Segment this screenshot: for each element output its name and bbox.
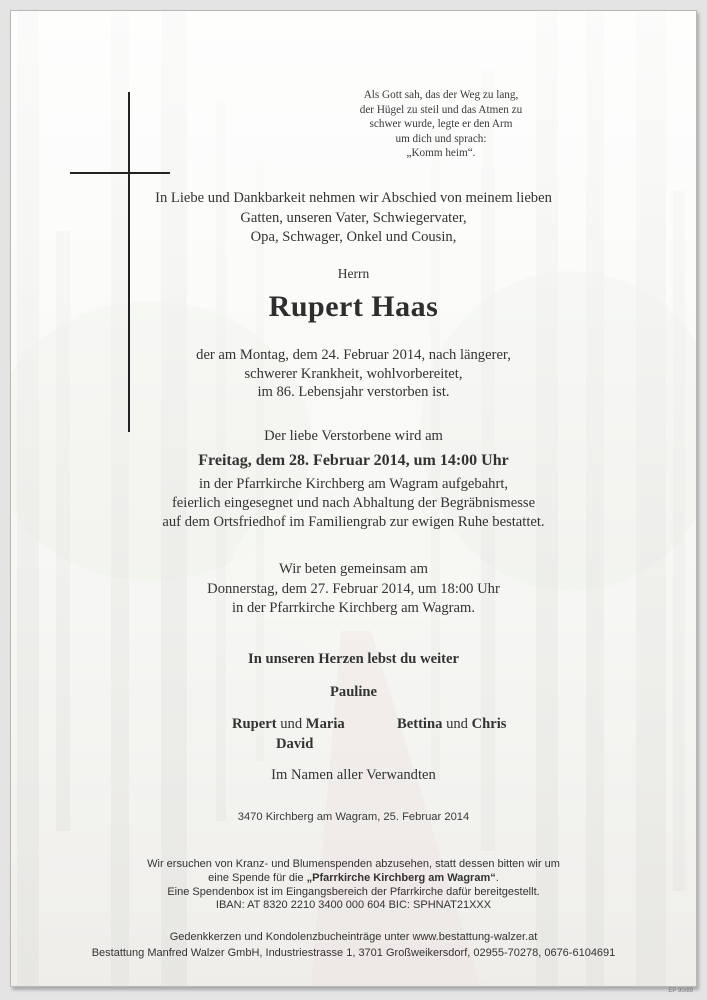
donation-text: . bbox=[495, 871, 499, 884]
poem-line: schwer wurde, legte er den Arm bbox=[369, 118, 513, 131]
death-line: im 86. Lebensjahr verstorben ist. bbox=[257, 384, 450, 400]
family-member: Maria bbox=[305, 716, 345, 732]
funeral-line: auf dem Ortsfriedhof im Familiengrab zur ewigen Ruhe bestattet. bbox=[162, 514, 545, 530]
funeral-line: feierlich eingesegnet und nach Abhaltung der Begräbnismesse bbox=[171, 495, 536, 511]
funeral-home-footer bbox=[91, 929, 616, 961]
prayer-line: Wir beten gemeinsam am bbox=[279, 561, 428, 577]
death-line: der am Montag, dem 24. Februar 2014, nach längerer, bbox=[196, 347, 511, 363]
relatives-line: Im Namen aller Verwandten bbox=[271, 767, 436, 783]
family-group-left bbox=[232, 715, 345, 754]
family-conjunction: und bbox=[446, 716, 468, 732]
print-code: EP 90/89 bbox=[668, 988, 693, 994]
bank-details: IBAN: AT 8320 2210 3400 000 604 BIC: SPHNAT21XXX bbox=[215, 899, 492, 912]
death-notice bbox=[131, 346, 576, 402]
poem-quote bbox=[341, 88, 541, 161]
family-member: Bettina bbox=[397, 716, 443, 732]
family-group-right bbox=[397, 715, 506, 735]
footer-website-line: Gedenkkerzen und Kondolenzbucheinträge unter www.bestattung-walzer.at bbox=[169, 931, 538, 943]
poem-line: „Komm heim“. bbox=[406, 147, 476, 160]
family-heading: In unseren Herzen lebst du weiter bbox=[248, 651, 459, 667]
donation-line: Eine Spendenbox ist im Eingangsbereich der Pfarrkirche dafür bereitgestellt. bbox=[167, 885, 540, 898]
donation-recipient: „Pfarrkirche Kirchberg am Wagram“ bbox=[306, 871, 496, 884]
footer-address-line: Bestattung Manfred Walzer GmbH, Industriestrasse 1, 3701 Großweikersdorf, 02955-70278, 0676-6104691 bbox=[91, 947, 616, 959]
place-date: 3470 Kirchberg am Wagram, 25. Februar 2014 bbox=[237, 811, 470, 823]
funeral-date: Freitag, dem 28. Februar 2014, um 14:00 Uhr bbox=[198, 452, 509, 469]
cross-icon bbox=[128, 92, 130, 432]
donation-line bbox=[91, 872, 616, 886]
poem-line: Als Gott sah, das der Weg zu lang, bbox=[363, 89, 519, 101]
cross-icon-bar bbox=[70, 172, 170, 174]
intro-line: Gatten, unseren Vater, Schwiegervater, bbox=[240, 209, 467, 226]
family-member: David bbox=[276, 735, 314, 752]
donation-notice bbox=[91, 858, 616, 913]
family-member: Chris bbox=[471, 716, 507, 732]
prayer-line: Donnerstag, dem 27. Februar 2014, um 18:00 Uhr bbox=[207, 580, 500, 597]
donation-line: Wir ersuchen von Kranz- und Blumenspenden abzusehen, statt dessen bitten wir um bbox=[147, 858, 560, 870]
intro-line: In Liebe und Dankbarkeit nehmen wir Abschied von meinem lieben bbox=[155, 190, 552, 206]
prayer-line: in der Pfarrkirche Kirchberg am Wagram. bbox=[231, 600, 476, 616]
poem-line: um dich und sprach: bbox=[395, 132, 487, 145]
salutation: Herrn bbox=[337, 266, 370, 281]
funeral-intro: Der liebe Verstorbene wird am bbox=[264, 428, 443, 444]
prayer-notice bbox=[151, 560, 556, 619]
funeral-line: in der Pfarrkirche Kirchberg am Wagram aufgebahrt, bbox=[198, 476, 509, 492]
death-line: schwerer Krankheit, wohlvorbereitet, bbox=[244, 365, 463, 382]
family-spouse: Pauline bbox=[329, 684, 378, 700]
intro-line: Opa, Schwager, Onkel und Cousin, bbox=[250, 229, 457, 245]
intro-text bbox=[111, 189, 596, 248]
deceased-name: Rupert Haas bbox=[268, 290, 439, 323]
obituary-card bbox=[10, 10, 697, 987]
family-member: Rupert bbox=[232, 716, 277, 732]
donation-text: eine Spende für die bbox=[208, 871, 307, 884]
family-conjunction: und bbox=[280, 716, 303, 732]
poem-line: der Hügel zu steil und das Atmen zu bbox=[359, 103, 523, 116]
funeral-notice bbox=[111, 427, 596, 532]
